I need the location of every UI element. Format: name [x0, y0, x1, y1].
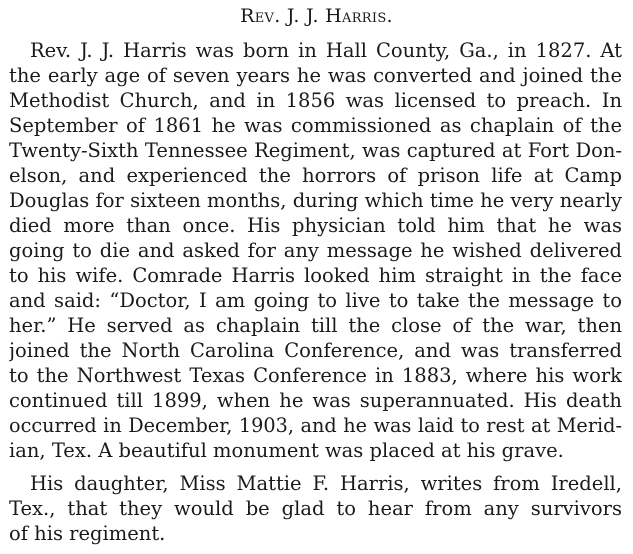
- text-line: joined the North Carolina Conference, and was transferred: [9, 339, 622, 362]
- text-line: and said: “Doctor, I am going to live to take the message to: [9, 289, 622, 312]
- text-line: ian, Tex. A beautiful monument was placed at his grave.: [9, 439, 564, 462]
- text-line: His daughter, Miss Mattie F. Harris, writes from Iredell,: [30, 472, 622, 495]
- article-title: Rev. J. J. Harris.: [240, 5, 393, 27]
- text-line: to his wife. Comrade Harris looked him straight in the face: [9, 264, 622, 287]
- text-line: of his regiment.: [9, 522, 166, 545]
- text-line: Rev. J. J. Harris was born in Hall County, Ga., in 1827. At: [30, 39, 622, 62]
- text-line: September of 1861 he was commissioned as chaplain of the: [9, 114, 622, 137]
- text-line: the early age of seven years he was converted and joined the: [9, 64, 622, 87]
- text-line: elson, and experienced the horrors of prison life at Camp: [9, 164, 622, 187]
- text-line: going to die and asked for any message he wished delivered: [9, 239, 622, 262]
- text-line: her.” He served as chaplain till the close of the war, then: [9, 314, 622, 337]
- text-line: to the Northwest Texas Conference in 1883, where his work: [9, 364, 622, 387]
- text-line: occurred in December, 1903, and he was laid to rest at Merid-: [9, 414, 622, 437]
- text-line: Twenty-Sixth Tennessee Regiment, was captured at Fort Don-: [9, 139, 622, 162]
- text-line: continued till 1899, when he was superannuated. His death: [9, 389, 622, 412]
- text-line: Douglas for sixteen months, during which time he very nearly: [9, 189, 622, 212]
- text-line: died more than once. His physician told him that he was: [9, 214, 622, 237]
- text-line: Methodist Church, and in 1856 was licensed to preach. In: [9, 89, 622, 112]
- text-line: Tex., that they would be glad to hear from any survivors: [9, 497, 622, 520]
